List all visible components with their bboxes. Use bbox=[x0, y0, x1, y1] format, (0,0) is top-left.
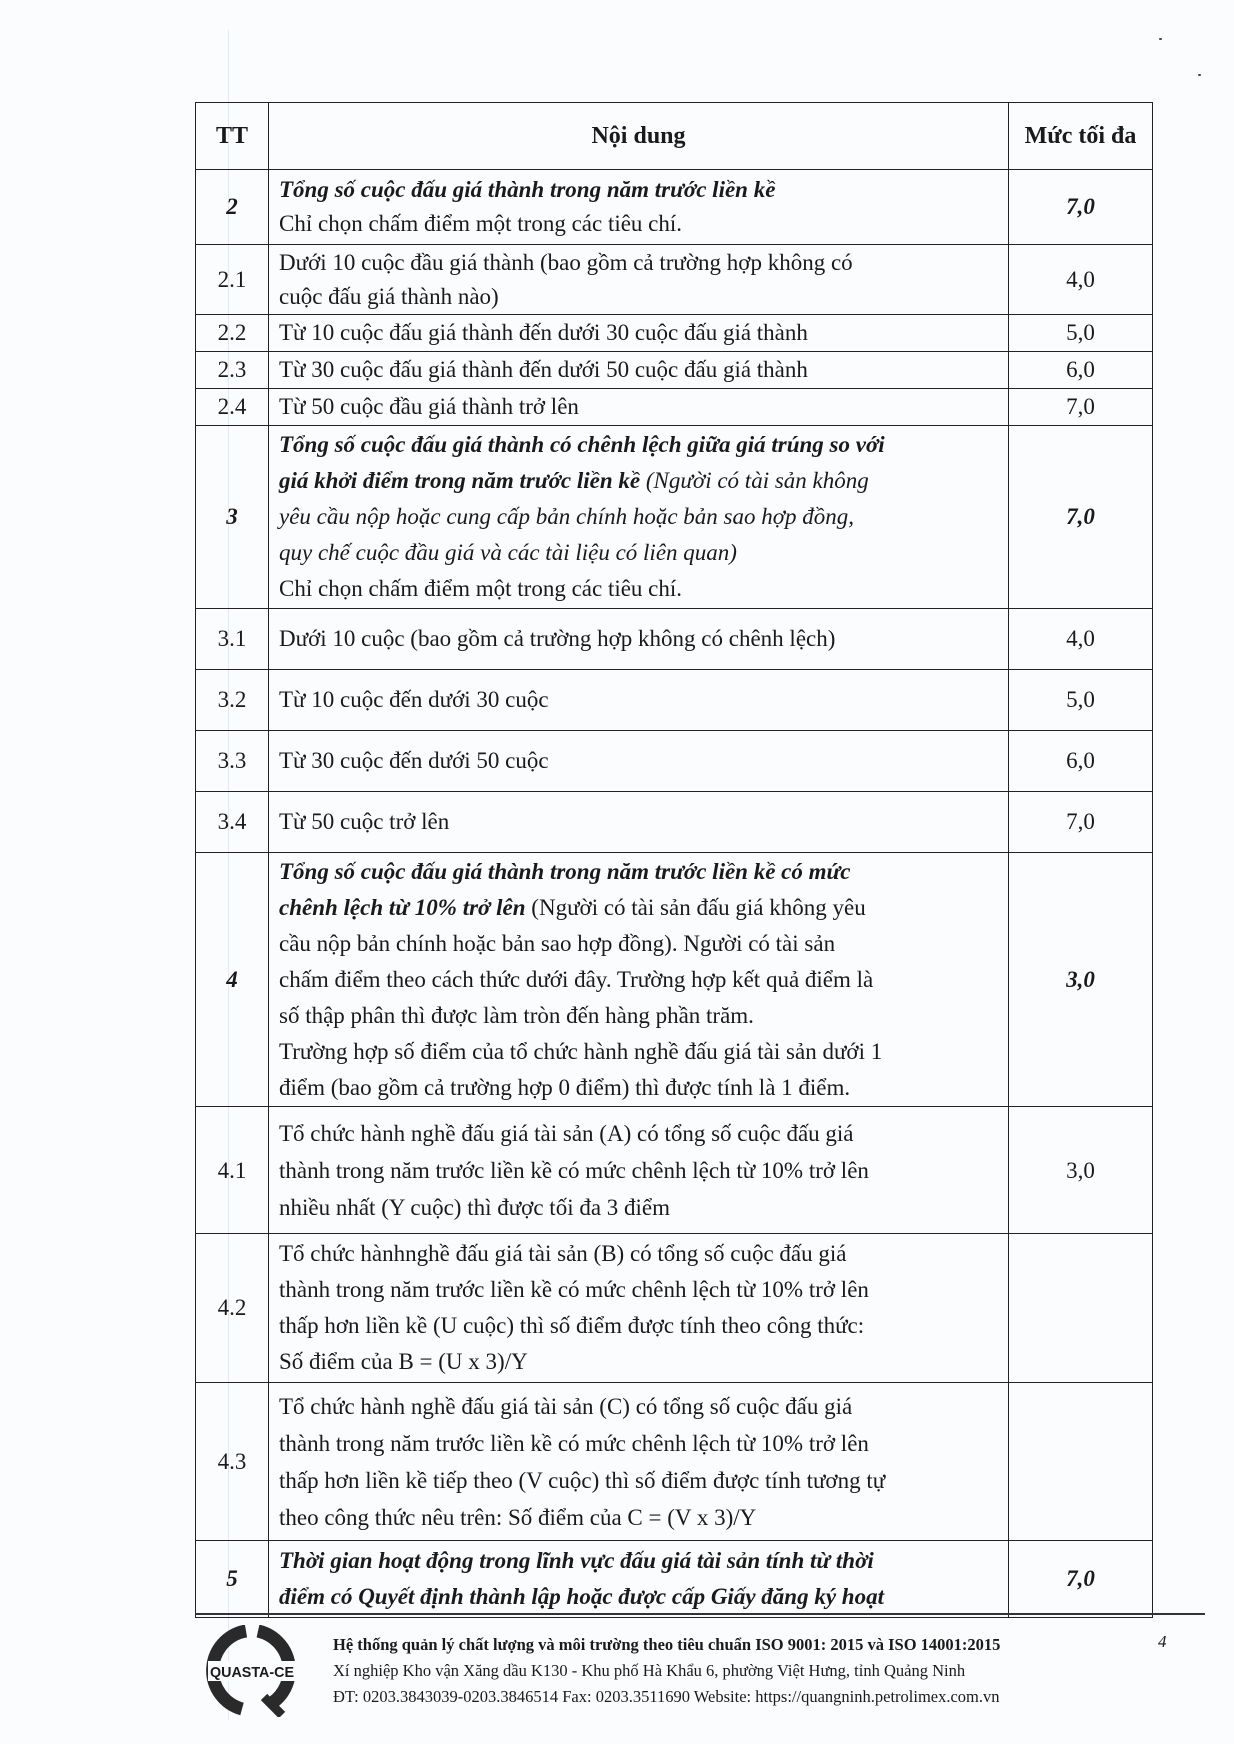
logo-text: QUASTA-CE bbox=[210, 1664, 294, 1681]
row-max-score: 6,0 bbox=[1009, 352, 1153, 389]
criterion-title: Tổng số cuộc đấu giá thành trong năm trước liền kề có mức bbox=[279, 858, 851, 884]
footer-iso-line: Hệ thống quản lý chất lượng và môi trường theo tiêu chuẩn ISO 9001: 2015 và ISO 14001:2015 bbox=[333, 1635, 1001, 1654]
header-max-score: Mức tối đa bbox=[1009, 103, 1153, 170]
table-row bbox=[196, 1541, 1153, 1618]
row-number: 3 bbox=[196, 426, 269, 609]
row-max-score: 5,0 bbox=[1009, 315, 1153, 352]
criterion-title: Thời gian hoạt động trong lĩnh vực đấu giá tài sản tính từ thời bbox=[279, 1548, 874, 1573]
table-row bbox=[196, 1383, 1153, 1541]
content-line: thấp hơn liền kề (U cuộc) thì số điểm được tính theo công thức: bbox=[279, 1313, 865, 1338]
criterion-title: chênh lệch từ 10% trở lên bbox=[279, 894, 526, 920]
content-line: điểm (bao gồm cả trường hợp 0 điểm) thì được tính là 1 điểm. bbox=[279, 1074, 851, 1100]
row-max-score bbox=[1009, 1234, 1153, 1383]
row-content bbox=[269, 426, 1009, 609]
table-row bbox=[196, 609, 1153, 670]
row-number: 4.3 bbox=[196, 1383, 269, 1541]
content-line: Tổ chức hành nghề đấu giá tài sản (A) có tổng số cuộc đấu giá bbox=[279, 1120, 854, 1146]
criterion-instruction: Chỉ chọn chấm điểm một trong các tiêu chí. bbox=[279, 576, 683, 601]
row-content bbox=[269, 853, 1009, 1107]
content-line: thấp hơn liền kề tiếp theo (V cuộc) thì số điểm được tính tương tự bbox=[279, 1467, 886, 1493]
row-max-score: 7,0 bbox=[1009, 389, 1153, 426]
criterion-note: yêu cầu nộp hoặc cung cấp bản chính hoặc bản sao hợp đồng, bbox=[279, 504, 855, 529]
row-content bbox=[269, 1107, 1009, 1234]
criterion-title: Tổng số cuộc đấu giá thành trong năm trước liền kề bbox=[279, 177, 776, 202]
row-max-score: 6,0 bbox=[1009, 731, 1153, 792]
row-number: 4.1 bbox=[196, 1107, 269, 1234]
row-content: Từ 50 cuộc đầu giá thành trở lên bbox=[269, 389, 1009, 426]
row-number: 4 bbox=[196, 853, 269, 1107]
row-max-score: 3,0 bbox=[1009, 1107, 1153, 1234]
row-max-score bbox=[1009, 1383, 1153, 1541]
criterion-title: giá khởi điểm trong năm trước liền kề bbox=[279, 468, 641, 493]
formula-line: Số điểm của B = (U x 3)/Y bbox=[279, 1349, 528, 1374]
content-line: thành trong năm trước liền kề có mức chênh lệch từ 10% trở lên bbox=[279, 1277, 869, 1302]
formula-line: theo công thức nêu trên: Số điểm của C = (V x 3)/Y bbox=[279, 1504, 757, 1530]
table-row bbox=[196, 731, 1153, 792]
row-max-score: 4,0 bbox=[1009, 245, 1153, 315]
row-number: 3.2 bbox=[196, 670, 269, 731]
row-content bbox=[269, 170, 1009, 245]
criterion-note: (Người có tài sản đấu giá không yêu bbox=[525, 894, 866, 920]
row-max-score: 7,0 bbox=[1009, 170, 1153, 245]
row-number: 4.2 bbox=[196, 1234, 269, 1383]
header-content: Nội dung bbox=[269, 103, 1009, 170]
table-row bbox=[196, 853, 1153, 1107]
content-line: chấm điểm theo cách thức dưới đây. Trường hợp kết quả điểm là bbox=[279, 966, 874, 992]
header-tt: TT bbox=[196, 103, 269, 170]
row-content bbox=[269, 1234, 1009, 1383]
page-number: 4 bbox=[1158, 1632, 1167, 1651]
row-number: 5 bbox=[196, 1541, 269, 1618]
criterion-note: quy chế cuộc đầu giá và các tài liệu có liên quan) bbox=[279, 540, 737, 565]
footer-divider bbox=[195, 1613, 1205, 1615]
table-row bbox=[196, 670, 1153, 731]
table-row bbox=[196, 389, 1153, 426]
row-content: Từ 30 cuộc đấu giá thành đến dưới 50 cuộc đấu giá thành bbox=[269, 352, 1009, 389]
table-row bbox=[196, 1234, 1153, 1383]
content-line: Trường hợp số điểm của tổ chức hành nghề đấu giá tài sản dưới 1 bbox=[279, 1038, 883, 1064]
row-max-score: 7,0 bbox=[1009, 1541, 1153, 1618]
table-row bbox=[196, 352, 1153, 389]
row-content: Từ 10 cuộc đấu giá thành đến dưới 30 cuộc đấu giá thành bbox=[269, 315, 1009, 352]
row-number: 3.3 bbox=[196, 731, 269, 792]
row-number: 3.4 bbox=[196, 792, 269, 853]
footer-info bbox=[333, 1632, 1133, 1710]
row-number: 2.1 bbox=[196, 245, 269, 315]
table-row bbox=[196, 245, 1153, 315]
row-content: Từ 10 cuộc đến dưới 30 cuộc bbox=[269, 670, 1009, 731]
quasta-ce-logo bbox=[206, 1625, 298, 1717]
row-content: Từ 50 cuộc trở lên bbox=[269, 792, 1009, 853]
table-row bbox=[196, 1107, 1153, 1234]
table-row bbox=[196, 426, 1153, 609]
table-row bbox=[196, 315, 1153, 352]
content-line: cuộc đấu giá thành nào) bbox=[279, 283, 499, 309]
scan-speck bbox=[1198, 74, 1201, 76]
row-number: 2.4 bbox=[196, 389, 269, 426]
row-number: 3.1 bbox=[196, 609, 269, 670]
content-line: số thập phân thì được làm tròn đến hàng phần trăm. bbox=[279, 1002, 754, 1028]
row-max-score: 5,0 bbox=[1009, 670, 1153, 731]
criterion-title: Tổng số cuộc đấu giá thành có chênh lệch giữa giá trúng so với bbox=[279, 432, 885, 457]
criterion-note: (Người có tài sản không bbox=[640, 468, 869, 493]
row-number: 2.3 bbox=[196, 352, 269, 389]
row-content bbox=[269, 1541, 1009, 1618]
row-number: 2 bbox=[196, 170, 269, 245]
content-line: Dưới 10 cuộc đầu giá thành (bao gồm cả trường hợp không có bbox=[279, 249, 853, 275]
content-line: cầu nộp bản chính hoặc bản sao hợp đồng). Người có tài sản bbox=[279, 930, 836, 956]
content-line: thành trong năm trước liền kề có mức chênh lệch từ 10% trở lên bbox=[279, 1430, 869, 1456]
table-row bbox=[196, 792, 1153, 853]
row-max-score: 7,0 bbox=[1009, 792, 1153, 853]
row-max-score: 4,0 bbox=[1009, 609, 1153, 670]
table-header-row bbox=[196, 103, 1153, 170]
content-line: thành trong năm trước liền kề có mức chênh lệch từ 10% trở lên bbox=[279, 1157, 869, 1183]
scoring-table bbox=[195, 102, 1153, 1618]
row-number: 2.2 bbox=[196, 315, 269, 352]
row-content: Dưới 10 cuộc (bao gồm cả trường hợp không có chênh lệch) bbox=[269, 609, 1009, 670]
footer-address-line: Xí nghiệp Kho vận Xăng dầu K130 - Khu phố Hà Khẩu 6, phường Việt Hưng, tỉnh Quảng Ninh bbox=[333, 1661, 966, 1680]
row-content bbox=[269, 1383, 1009, 1541]
row-max-score: 7,0 bbox=[1009, 426, 1153, 609]
criterion-title: điểm có Quyết định thành lập hoặc được cấp Giấy đăng ký hoạt bbox=[279, 1584, 884, 1609]
row-max-score: 3,0 bbox=[1009, 853, 1153, 1107]
content-line: Tổ chức hànhnghề đấu giá tài sản (B) có tổng số cuộc đấu giá bbox=[279, 1241, 847, 1266]
content-line: nhiều nhất (Y cuộc) thì được tối đa 3 điểm bbox=[279, 1194, 671, 1220]
row-content bbox=[269, 245, 1009, 315]
footer-contact-line: ĐT: 0203.3843039-0203.3846514 Fax: 0203.3511690 Website: https://quangninh.petrolimex.com.vn bbox=[333, 1687, 1000, 1706]
content-line: Tổ chức hành nghề đấu giá tài sản (C) có tổng số cuộc đấu giá bbox=[279, 1393, 853, 1419]
table-row bbox=[196, 170, 1153, 245]
row-content: Từ 30 cuộc đến dưới 50 cuộc bbox=[269, 731, 1009, 792]
criterion-note: Chỉ chọn chấm điểm một trong các tiêu chí. bbox=[279, 211, 683, 236]
scan-speck bbox=[1159, 38, 1162, 40]
